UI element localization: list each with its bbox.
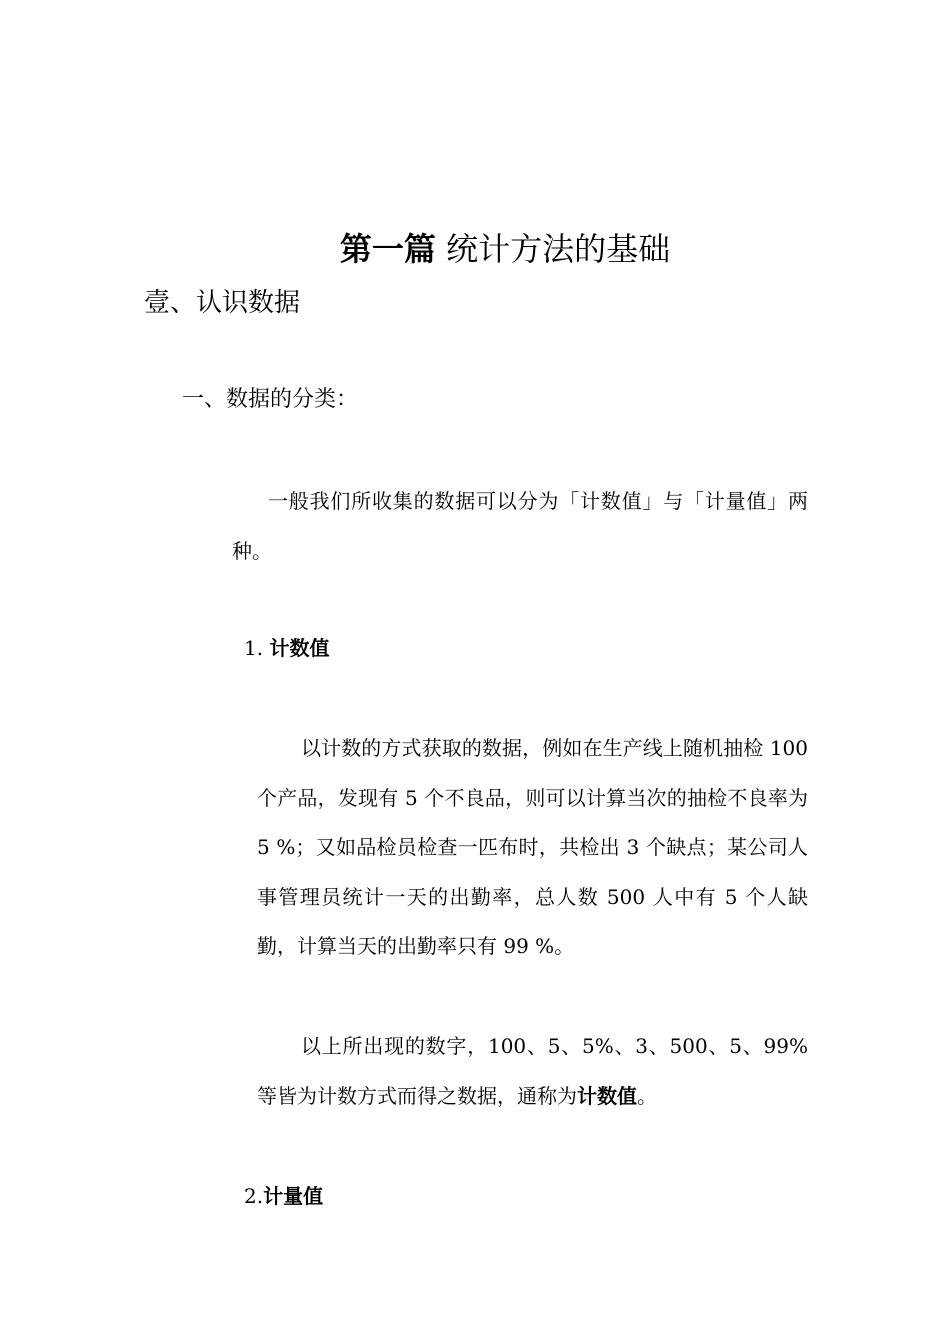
summary-term: 计数值 [577, 1083, 637, 1108]
item-label: 计数值 [269, 636, 330, 660]
count-value-summary-paragraph [257, 1022, 808, 1121]
item-number: 2. [244, 1184, 264, 1208]
item-label: 计量值 [263, 1184, 324, 1208]
item-heading-measure-value [244, 1180, 323, 1212]
page-title [0, 226, 950, 272]
summary-end: 。 [637, 1083, 657, 1108]
item-number: 1. [244, 636, 264, 660]
summary-text: 以上所出现的数字，100、5、5%、3、500、5、99% 等皆为计数方式而得之数据，通称为 [257, 1034, 808, 1108]
title-subject: 统计方法的基础 [446, 230, 671, 268]
sub-heading: 一、数据的分类： [182, 387, 359, 412]
intro-paragraph: 一般我们所收集的数据可以分为「计数值」与「计量值」两种。 [232, 489, 808, 563]
count-value-paragraph: 以计数的方式获取的数据，例如在生产线上随机抽检 100 个产品，发现有 5 个不良品，则可以计算当次的抽检不良率为 5 %；又如品检员检查一匹布时，共检出 3 个缺点；某公司人事管理员统计一天的出勤率，总人数 500 人中有 5 个人缺勤，计算当天的出勤率只有 99 %。 [257, 736, 808, 958]
item-heading-count-value [244, 632, 329, 664]
section-heading: 壹、认识数据 [144, 288, 301, 318]
title-chapter: 第一篇 [339, 230, 436, 268]
